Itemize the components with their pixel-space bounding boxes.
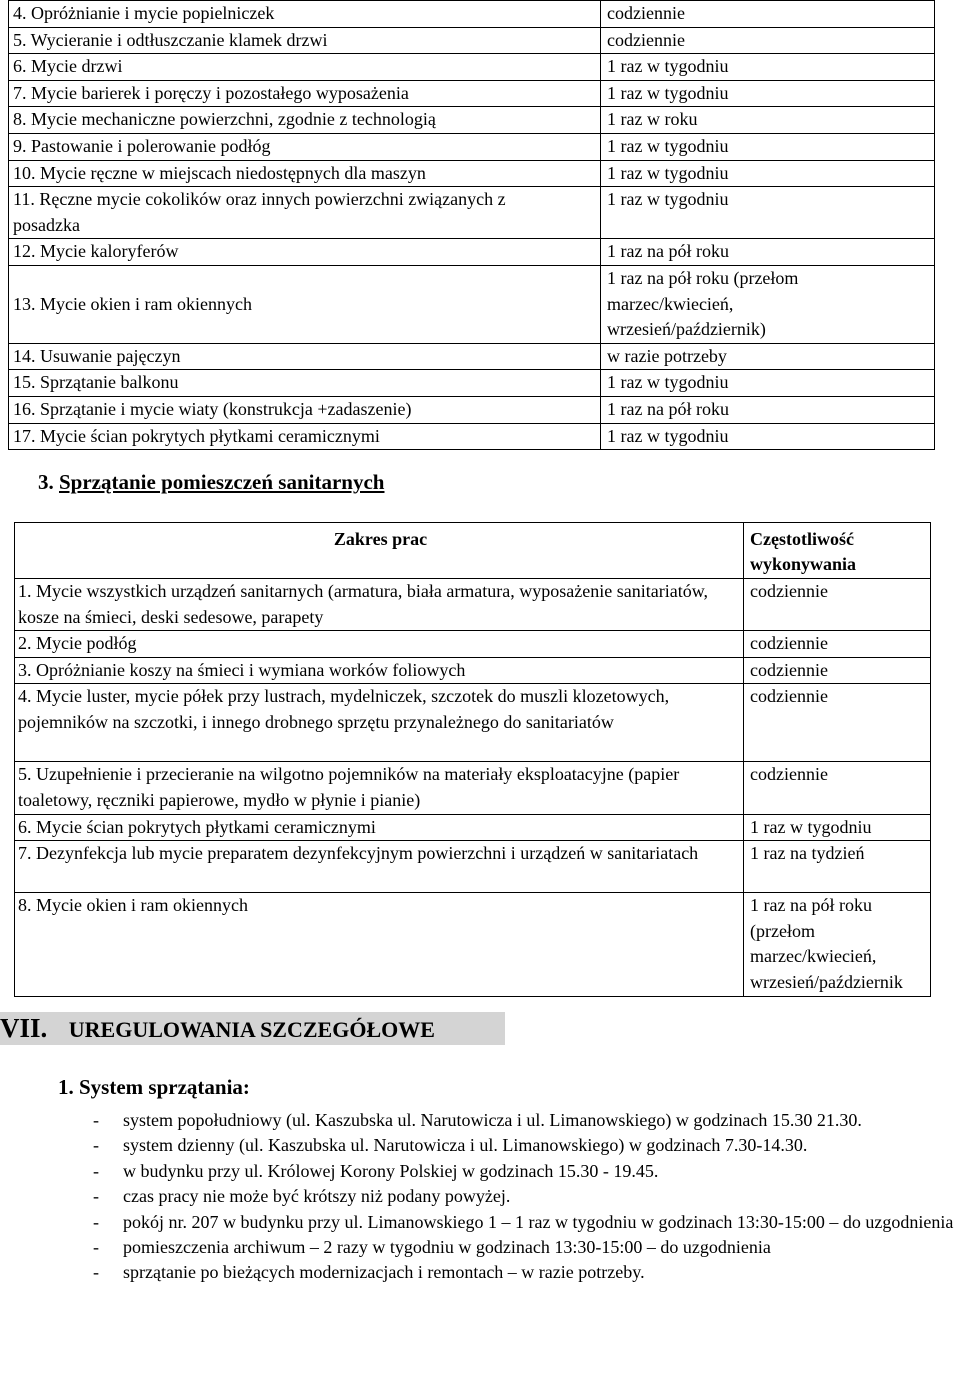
task-cell: 3. Opróżnianie koszy na śmieci i wymiana worków foliowych <box>15 657 744 684</box>
section-title: Sprzątanie pomieszczeń sanitarnych <box>59 470 385 494</box>
list-item <box>0 1108 960 1133</box>
table-row <box>9 160 935 187</box>
header-frequency: Częstotliwość wykonywania <box>744 523 931 579</box>
frequency-cell: 1 raz w roku <box>601 107 935 134</box>
frequency-cell: 1 raz w tygodniu <box>601 80 935 107</box>
table-row <box>9 80 935 107</box>
table-row <box>9 265 935 343</box>
list-item <box>0 1210 960 1235</box>
frequency-cell: codziennie <box>744 631 931 658</box>
task-cell: 6. Mycie drzwi <box>9 54 601 81</box>
frequency-cell: w razie potrzeby <box>601 343 935 370</box>
frequency-cell: 1 raz w tygodniu <box>744 814 931 841</box>
task-cell: 1. Mycie wszystkich urządzeń sanitarnych (armatura, biała armatura, wyposażenie sanitariatów, kosze na śmieci, deski sedesowe, parapety <box>15 579 744 631</box>
section-number: 3. <box>38 470 54 494</box>
frequency-cell: codziennie <box>744 684 931 762</box>
table-row <box>9 27 935 54</box>
table-header-row <box>15 523 931 579</box>
task-cell: 9. Pastowanie i polerowanie podłóg <box>9 133 601 160</box>
frequency-cell: codziennie <box>601 27 935 54</box>
task-cell: 10. Mycie ręczne w miejscach niedostępnych dla maszyn <box>9 160 601 187</box>
task-cell: 16. Sprzątanie i mycie wiaty (konstrukcja +zadaszenie) <box>9 396 601 423</box>
task-cell: 4. Mycie luster, mycie półek przy lustrach, mydelniczek, szczotek do muszli klozetowych, pojemników na szczotki, i innego drobnego sprzętu przynależnego do sanitariatów <box>15 684 744 762</box>
list-dash: - <box>93 1237 99 1258</box>
frequency-cell: 1 raz w tygodniu <box>601 54 935 81</box>
table-row <box>15 893 931 996</box>
list-item <box>0 1184 960 1209</box>
table-row <box>9 1 935 28</box>
header-scope: Zakres prac <box>15 523 744 579</box>
table-row <box>15 762 931 814</box>
section-3-heading <box>38 470 384 496</box>
frequency-cell: codziennie <box>601 1 935 28</box>
task-cell: 17. Mycie ścian pokrytych płytkami ceramicznymi <box>9 423 601 450</box>
frequency-cell: 1 raz w tygodniu <box>601 187 935 239</box>
task-cell: 14. Usuwanie pajęczyn <box>9 343 601 370</box>
frequency-cell: 1 raz w tygodniu <box>601 133 935 160</box>
list-item <box>0 1159 960 1184</box>
system-list <box>0 1108 960 1286</box>
list-item-text: system popołudniowy (ul. Kaszubska ul. Narutowicza i ul. Limanowskiego) w godzinach 15.30 21.30. <box>123 1110 862 1130</box>
task-cell: 8. Mycie okien i ram okiennych <box>15 893 744 996</box>
task-cell: 6. Mycie ścian pokrytych płytkami ceramicznymi <box>15 814 744 841</box>
table-row <box>15 657 931 684</box>
list-item-text: system dzienny (ul. Kaszubska ul. Narutowicza i ul. Limanowskiego) w godzinach 7.30-14.30. <box>123 1135 808 1156</box>
task-cell: 2. Mycie podłóg <box>15 631 744 658</box>
task-cell: 12. Mycie kaloryferów <box>9 239 601 266</box>
table-row <box>9 107 935 134</box>
table-row <box>15 841 931 893</box>
list-dash: - <box>93 1211 99 1232</box>
list-item-text: w budynku przy ul. Królowej Korony Polskiej w godzinach 15.30 - 19.45. <box>123 1160 659 1181</box>
task-cell: 7. Dezynfekcja lub mycie preparatem dezynfekcyjnym powierzchni i urządzeń w sanitariatach <box>15 841 744 893</box>
list-item <box>0 1133 960 1158</box>
table-row <box>15 631 931 658</box>
task-cell: 5. Wycieranie i odtłuszczanie klamek drzwi <box>9 27 601 54</box>
frequency-cell: 1 raz na pół roku <box>601 239 935 266</box>
table-row <box>15 684 931 762</box>
task-cell: 15. Sprzątanie balkonu <box>9 370 601 397</box>
cleaning-schedule-table <box>8 0 935 450</box>
table-row <box>9 370 935 397</box>
list-dash: - <box>93 1262 99 1283</box>
frequency-cell: codziennie <box>744 762 931 814</box>
task-cell: 7. Mycie barierek i poręczy i pozostałego wyposażenia <box>9 80 601 107</box>
table-row <box>9 423 935 450</box>
sanitary-cleaning-table <box>14 522 931 997</box>
list-dash: - <box>93 1160 99 1181</box>
table-row <box>9 239 935 266</box>
frequency-cell: 1 raz na pół roku <box>601 396 935 423</box>
table-row <box>15 579 931 631</box>
table-row <box>9 343 935 370</box>
list-dash: - <box>93 1110 99 1130</box>
task-cell: 11. Ręczne mycie cokolików oraz innych powierzchni związanych z posadzka <box>9 187 601 239</box>
frequency-cell: codziennie <box>744 579 931 631</box>
section-vii-heading <box>0 1012 505 1045</box>
table-row <box>15 814 931 841</box>
list-item <box>0 1260 960 1285</box>
table-row <box>9 54 935 81</box>
task-cell: 13. Mycie okien i ram okiennych <box>9 265 601 343</box>
table-row <box>9 396 935 423</box>
roman-numeral: VII. <box>0 1013 48 1043</box>
frequency-cell: 1 raz na pół roku (przełom marzec/kwiecień, wrzesień/październik <box>744 893 931 996</box>
frequency-cell: codziennie <box>744 657 931 684</box>
task-cell: 5. Uzupełnienie i przecieranie na wilgotno pojemników na materiały eksploatacyjne (papier toaletowy, ręczniki papierowe, mydło w płynie i pianie) <box>15 762 744 814</box>
frequency-cell: 1 raz na pół roku (przełom marzec/kwiecień, wrzesień/październik) <box>601 265 935 343</box>
system-heading: 1. System sprzątania: <box>58 1075 250 1099</box>
task-cell: 8. Mycie mechaniczne powierzchni, zgodnie z technologią <box>9 107 601 134</box>
list-dash: - <box>93 1135 99 1156</box>
section-title: UREGULOWANIA SZCZEGÓŁOWE <box>68 1017 435 1042</box>
frequency-cell: 1 raz na tydzień <box>744 841 931 893</box>
list-item <box>0 1235 960 1260</box>
list-item-text: pokój nr. 207 w budynku przy ul. Limanowskiego 1 – 1 raz w tygodniu w godzinach 13:30-15:00 – do uzgodnienia <box>123 1211 954 1232</box>
frequency-cell: 1 raz w tygodniu <box>601 370 935 397</box>
table-row <box>9 187 935 239</box>
frequency-cell: 1 raz w tygodniu <box>601 423 935 450</box>
frequency-cell: 1 raz w tygodniu <box>601 160 935 187</box>
task-cell: 4. Opróżnianie i mycie popielniczek <box>9 1 601 28</box>
list-item-text: czas pracy nie może być krótszy niż podany powyżej. <box>123 1186 511 1207</box>
list-dash: - <box>93 1186 99 1207</box>
list-item-text: pomieszczenia archiwum – 2 razy w tygodniu w godzinach 13:30-15:00 – do uzgodnienia <box>123 1237 771 1258</box>
list-item-text: sprzątanie po bieżących modernizacjach i remontach – w razie potrzeby. <box>123 1262 645 1283</box>
table-row <box>9 133 935 160</box>
